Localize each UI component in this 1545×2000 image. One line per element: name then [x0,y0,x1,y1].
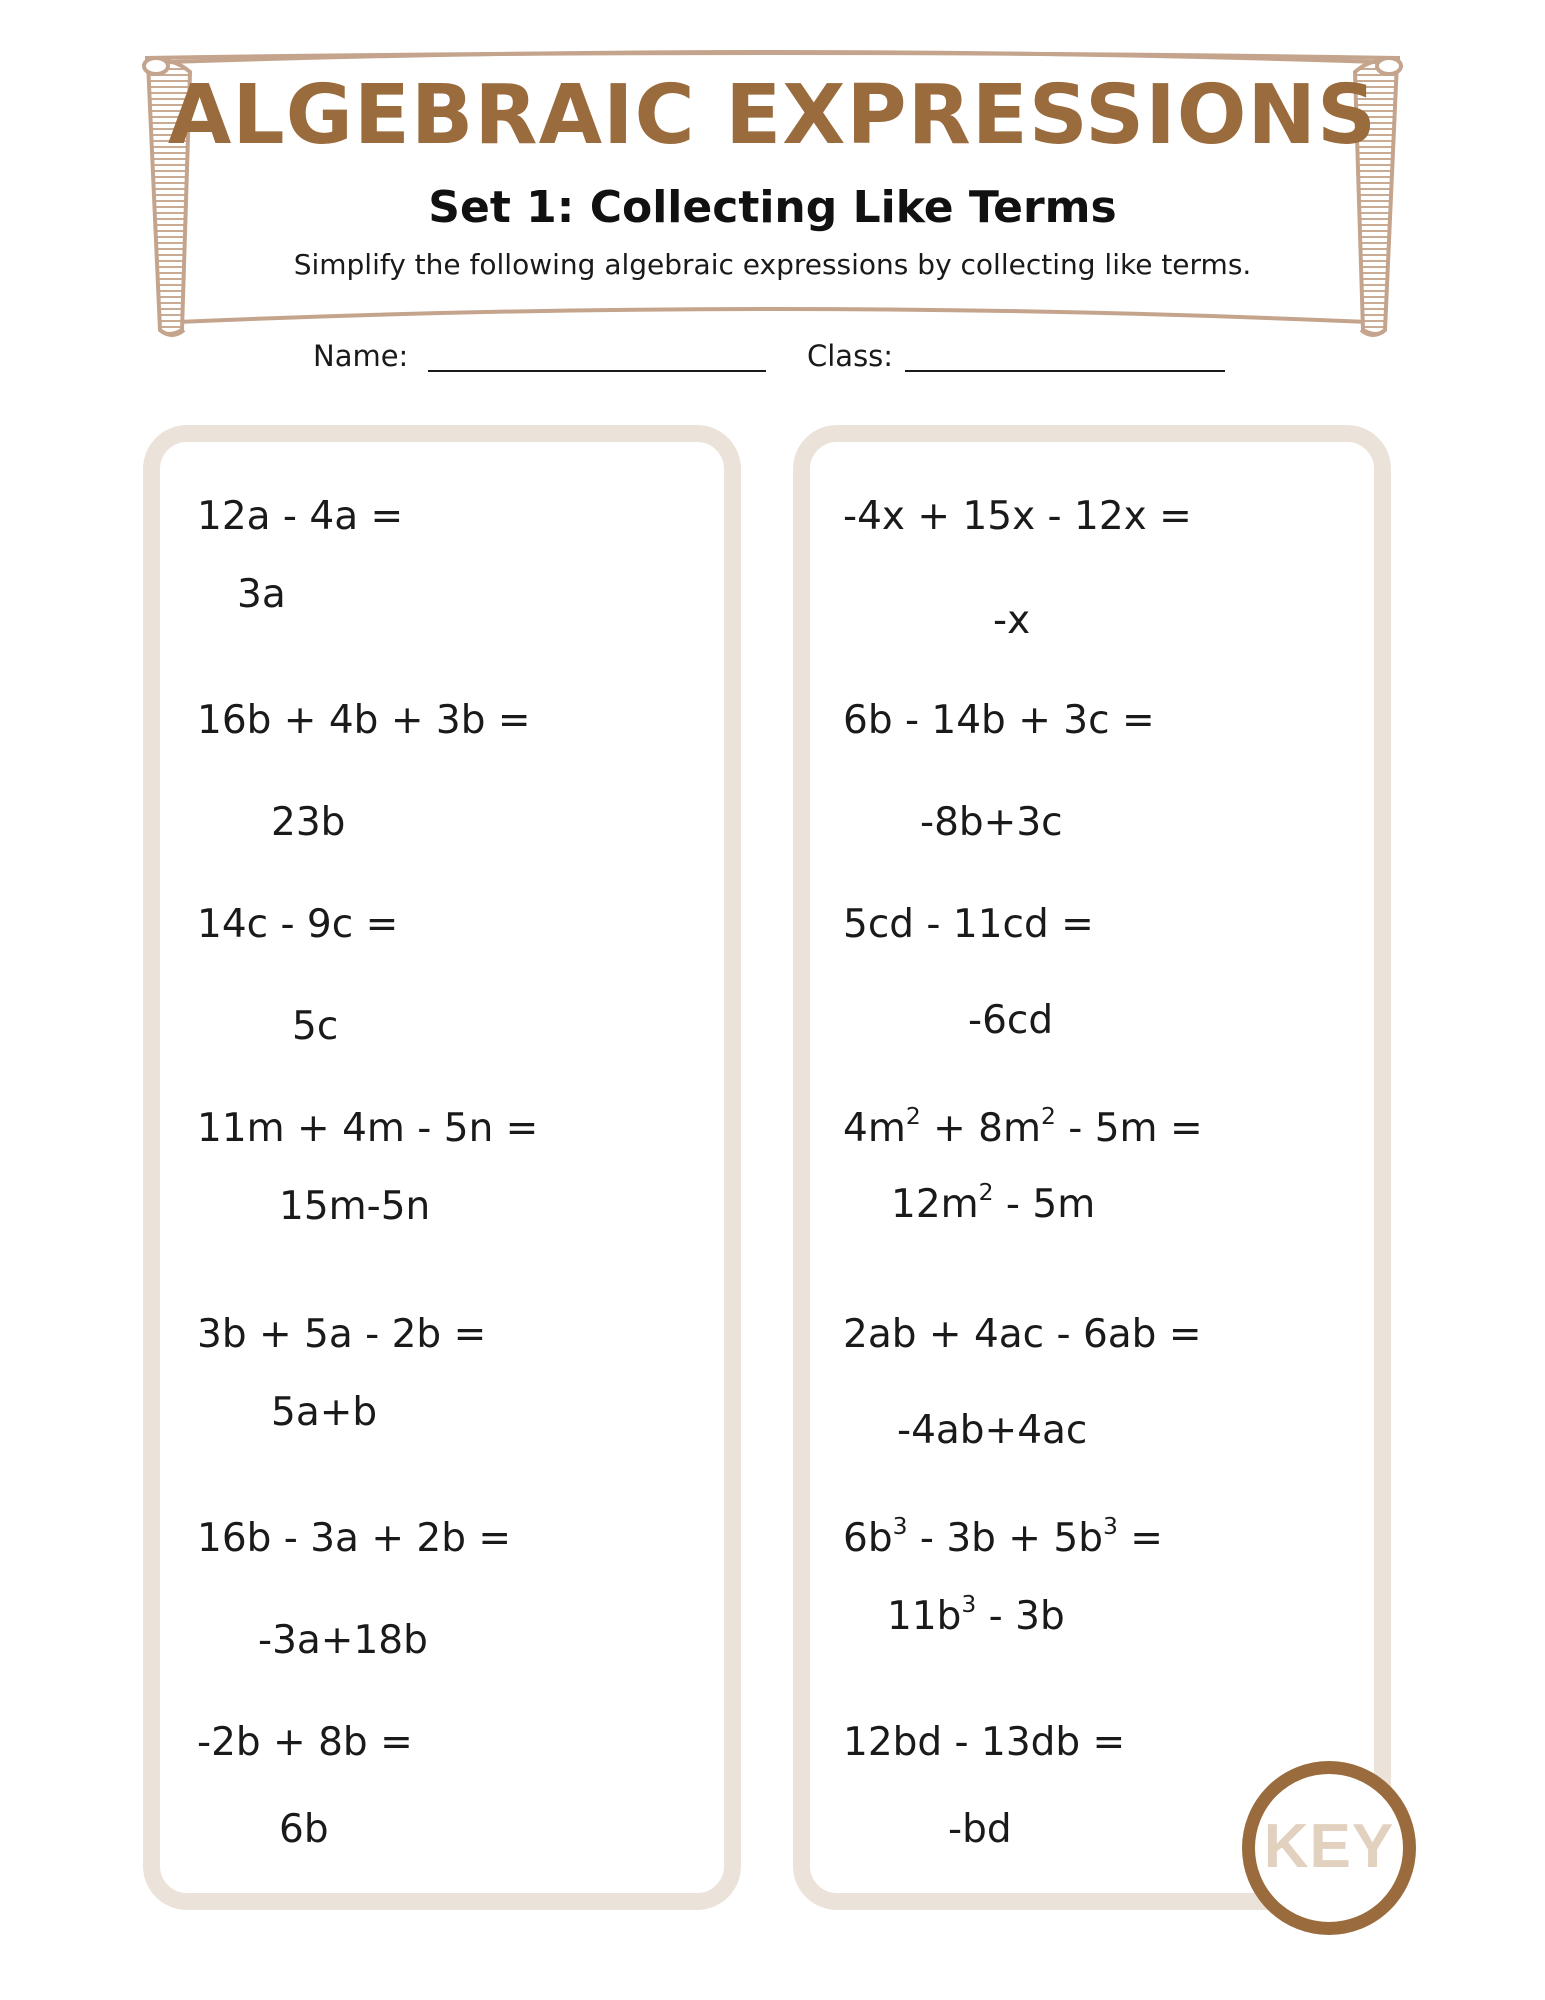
banner-scroll [0,0,1545,360]
name-label: Name: [313,339,409,373]
instructions-text: Simplify the following algebraic expressions by collecting like terms. [293,248,1252,281]
class-label: Class: [807,339,894,373]
right-question-4: $4m^2 + 8m^2 - 5m$ = [843,1101,1203,1151]
right-panel [793,425,1391,1910]
right-question-7: 12bd - 13db = [843,1720,1126,1765]
name-line[interactable] [428,370,766,372]
left-answer-3: 5c [292,1004,339,1049]
left-question-3: 14c - 9c = [197,902,399,947]
right-answer-4: $12m^2 - 5m$ [891,1177,1096,1227]
right-answer-1: -x [993,598,1031,643]
right-question-6: $6b^3 - 3b + 5b^3$ = [843,1511,1163,1561]
right-answer-7: -bd [948,1807,1012,1852]
right-question-1: -4x + 15x - 12x = [843,494,1192,539]
key-stamp-label: KEY [1263,1812,1395,1881]
right-answer-5: -4ab+4ac [897,1408,1088,1453]
left-answer-6: -3a+18b [258,1618,428,1663]
left-answer-4: 15m-5n [279,1184,431,1229]
page-subtitle: Set 1: Collecting Like Terms [428,182,1117,233]
left-answer-2: 23b [271,800,346,845]
left-question-7: -2b + 8b = [197,1720,413,1765]
right-answer-2: -8b+3c [920,800,1063,845]
right-question-2: 6b - 14b + 3c = [843,698,1155,743]
right-question-5: 2ab + 4ac - 6ab = [843,1312,1202,1357]
left-answer-1: 3a [237,572,286,617]
class-line[interactable] [905,370,1225,372]
left-panel [143,425,741,1910]
page-title: ALGEBRAIC EXPRESSIONS [167,68,1378,163]
right-answer-6: $11b^3 - 3b$ [887,1589,1065,1639]
right-question-3: 5cd - 11cd = [843,902,1094,947]
left-answer-7: 6b [279,1807,329,1852]
left-question-5: 3b + 5a - 2b = [197,1312,487,1357]
left-question-1: 12a - 4a = [197,494,404,539]
left-question-2: 16b + 4b + 3b = [197,698,531,743]
left-answer-5: 5a+b [271,1390,378,1435]
left-question-6: 16b - 3a + 2b = [197,1516,512,1561]
right-answer-3: -6cd [968,998,1054,1043]
left-question-4: 11m + 4m - 5n = [197,1106,539,1151]
